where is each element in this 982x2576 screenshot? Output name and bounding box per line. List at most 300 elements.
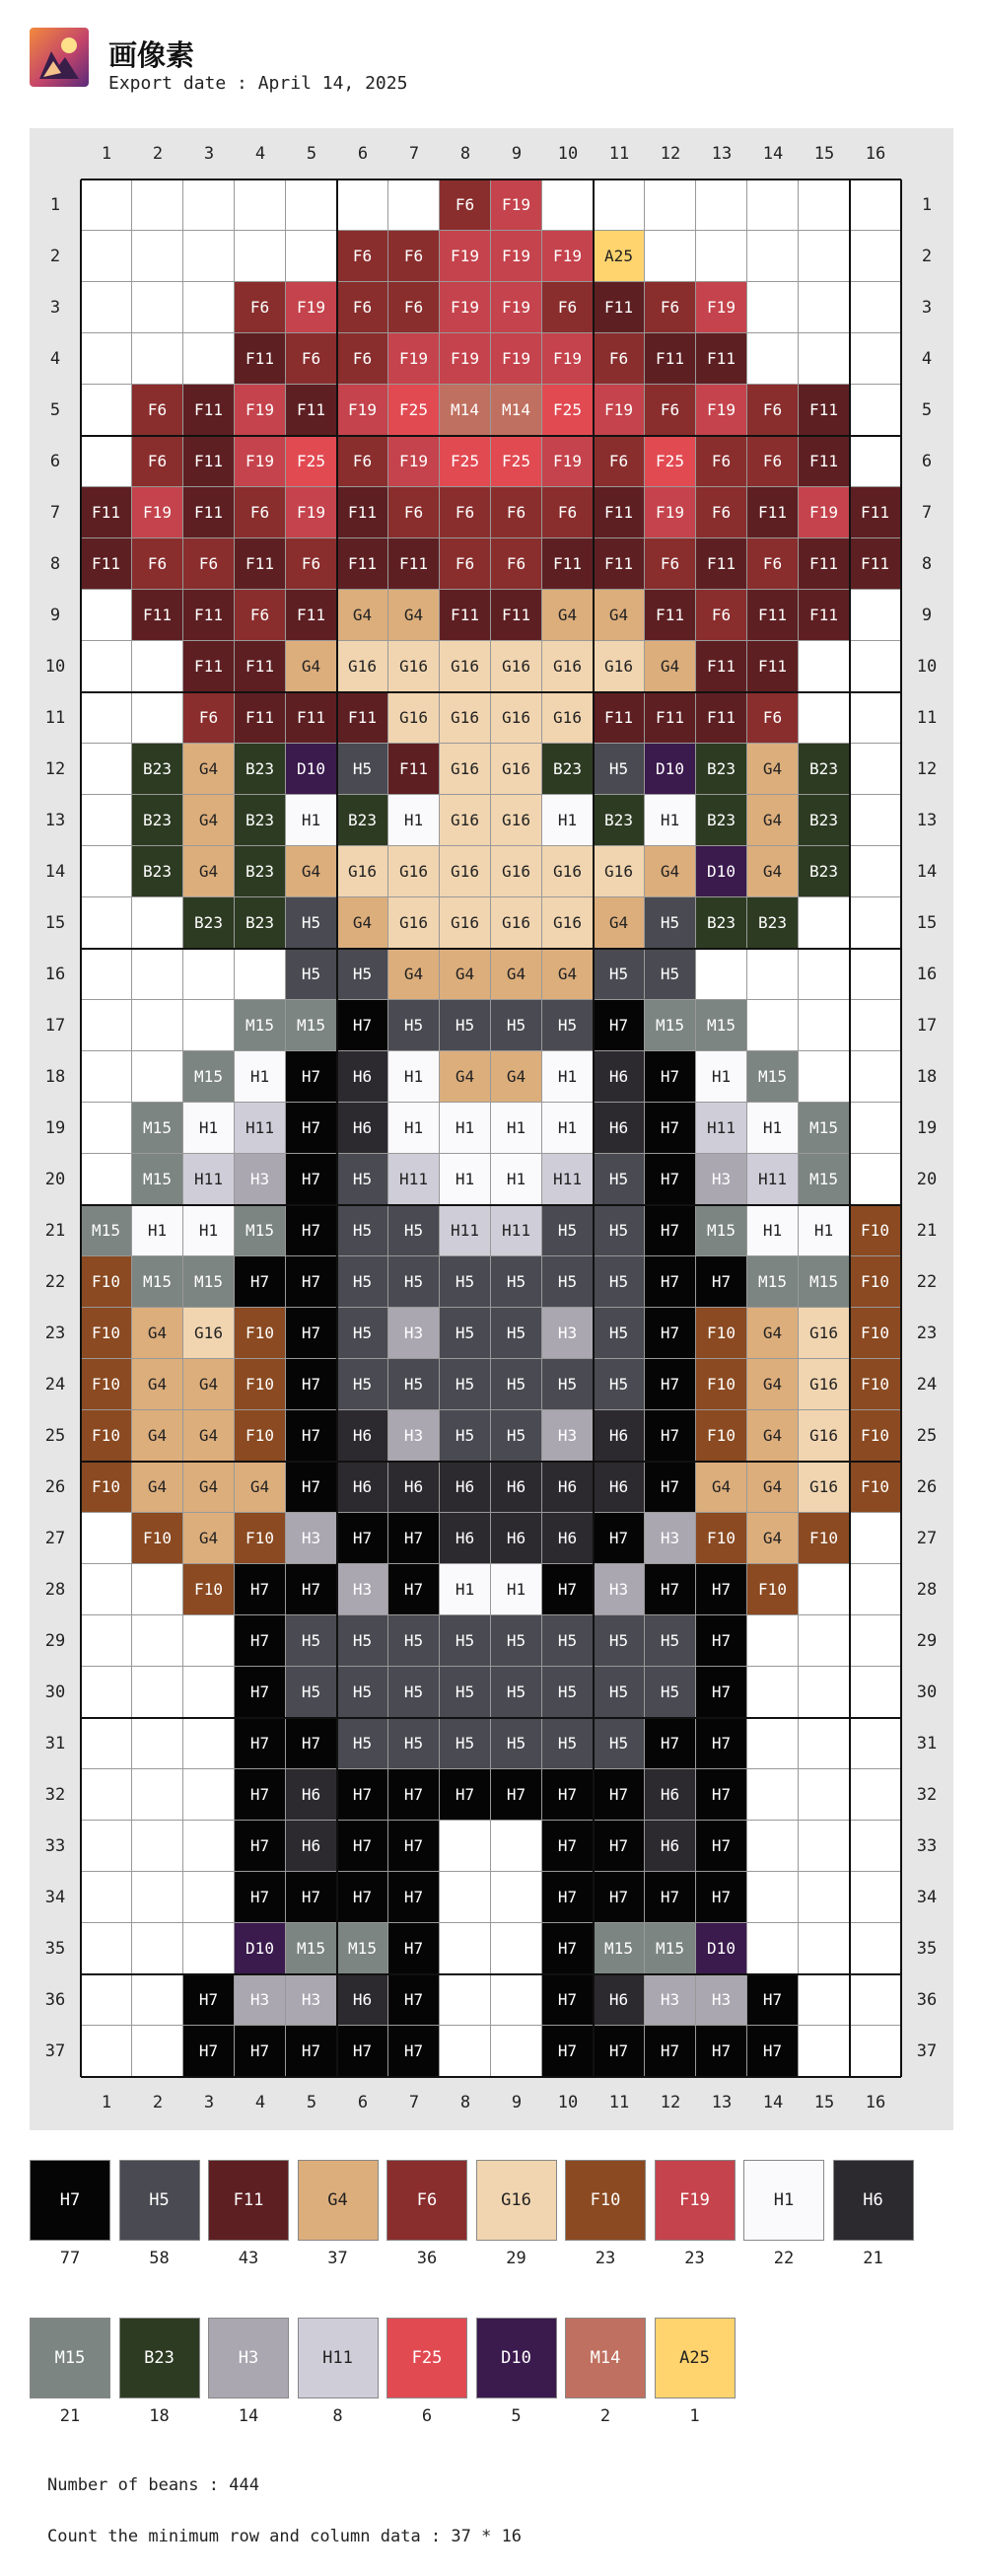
bead-cell xyxy=(850,1564,901,1615)
bead-cell: H3 xyxy=(235,1154,286,1205)
bead-cell: B23 xyxy=(235,897,286,949)
bead-cell: H6 xyxy=(594,1103,645,1154)
swatch-color: H5 xyxy=(119,2160,200,2241)
bead-cell: H5 xyxy=(440,1000,491,1051)
bead-cell: M15 xyxy=(132,1154,183,1205)
bead-cell: M15 xyxy=(235,1000,286,1051)
bead-cell: H5 xyxy=(645,949,696,1000)
bead-cell xyxy=(183,1769,235,1821)
bead-cell: H7 xyxy=(286,2026,337,2077)
swatch-count: 23 xyxy=(595,2249,616,2268)
column-label: 2 xyxy=(152,144,164,164)
bead-cell: F11 xyxy=(286,590,337,641)
bead-cell: H5 xyxy=(337,1308,388,1359)
bead-cell: H5 xyxy=(542,1359,594,1410)
bead-cell: H5 xyxy=(594,1718,645,1769)
page-title: 画像素 xyxy=(108,38,195,72)
bead-cell: G4 xyxy=(132,1410,183,1462)
bead-cell: F11 xyxy=(337,538,388,590)
bead-cell: B23 xyxy=(799,846,850,897)
bead-cell xyxy=(183,231,235,282)
bead-cell: H3 xyxy=(696,1974,747,2026)
bead-cell xyxy=(183,179,235,231)
bead-cell xyxy=(747,1923,799,1974)
bead-cell: G16 xyxy=(799,1410,850,1462)
bead-cell: H6 xyxy=(286,1769,337,1821)
bead-cell: G16 xyxy=(440,641,491,692)
swatch-color: M14 xyxy=(565,2318,646,2398)
bead-cell: F11 xyxy=(286,692,337,744)
row-label: 19 xyxy=(44,1118,66,1138)
bead-cell: H7 xyxy=(696,1564,747,1615)
swatch-color: F10 xyxy=(565,2160,646,2241)
bead-cell: F25 xyxy=(286,436,337,487)
bead-cell: F10 xyxy=(696,1308,747,1359)
bead-cell: F11 xyxy=(132,590,183,641)
bead-cell: H5 xyxy=(286,1667,337,1718)
row-label: 31 xyxy=(916,1734,938,1753)
row-label: 6 xyxy=(49,452,61,471)
column-label: 7 xyxy=(408,144,420,164)
row-label: 37 xyxy=(44,2041,66,2061)
bead-cell: H11 xyxy=(491,1205,542,1256)
row-label: 36 xyxy=(916,1990,938,2010)
bead-cell xyxy=(850,1718,901,1769)
bead-cell: F25 xyxy=(440,436,491,487)
bead-cell: F10 xyxy=(747,1564,799,1615)
bead-cell: G16 xyxy=(491,744,542,795)
swatch-color: G16 xyxy=(476,2160,557,2241)
bead-cell: H5 xyxy=(645,1667,696,1718)
bead-cell: H7 xyxy=(286,1154,337,1205)
swatch-color: F6 xyxy=(386,2160,467,2241)
bead-cell xyxy=(132,1051,183,1103)
bead-cell xyxy=(850,1103,901,1154)
bead-cell: F11 xyxy=(183,436,235,487)
bead-cell: F19 xyxy=(491,333,542,385)
bead-cell xyxy=(132,1000,183,1051)
column-label: 6 xyxy=(357,144,369,164)
bead-cell: G16 xyxy=(491,846,542,897)
bead-cell xyxy=(81,385,132,436)
bead-cell: F6 xyxy=(337,333,388,385)
bead-cell: F19 xyxy=(132,487,183,538)
grid-divider xyxy=(81,435,901,437)
bead-cell: G16 xyxy=(440,846,491,897)
bead-cell: G4 xyxy=(747,846,799,897)
bead-cell xyxy=(850,1923,901,1974)
bead-cell: M15 xyxy=(132,1256,183,1308)
row-label: 11 xyxy=(916,708,938,728)
bead-cell xyxy=(799,1821,850,1872)
bead-cell: G4 xyxy=(183,1359,235,1410)
bead-cell: G4 xyxy=(491,949,542,1000)
column-label: 8 xyxy=(459,2093,471,2112)
bead-cell xyxy=(747,1000,799,1051)
bead-cell xyxy=(440,1821,491,1872)
row-label: 12 xyxy=(916,759,938,779)
bead-cell: H5 xyxy=(491,1615,542,1667)
bead-cell: F10 xyxy=(132,1513,183,1564)
bead-cell: F11 xyxy=(747,641,799,692)
row-label: 3 xyxy=(921,298,933,318)
bead-cell: F6 xyxy=(132,538,183,590)
bead-cell xyxy=(440,1974,491,2026)
bead-cell: H5 xyxy=(594,1256,645,1308)
bead-cell: H7 xyxy=(542,2026,594,2077)
bead-cell: H7 xyxy=(696,1821,747,1872)
bead-cell: F6 xyxy=(645,538,696,590)
column-label: 16 xyxy=(865,144,886,164)
bead-cell: H7 xyxy=(696,1615,747,1667)
bead-cell xyxy=(491,1821,542,1872)
bead-cell xyxy=(799,1667,850,1718)
bead-cell: H7 xyxy=(696,1667,747,1718)
bead-cell xyxy=(183,282,235,333)
bead-cell: M14 xyxy=(491,385,542,436)
bead-cell: H7 xyxy=(337,1872,388,1923)
row-label: 31 xyxy=(44,1734,66,1753)
row-label: 18 xyxy=(44,1067,66,1087)
bead-cell: F6 xyxy=(747,692,799,744)
bead-cell: F25 xyxy=(645,436,696,487)
bead-cell xyxy=(132,897,183,949)
bead-cell: F25 xyxy=(388,385,440,436)
bead-cell: F6 xyxy=(747,436,799,487)
row-label: 21 xyxy=(916,1221,938,1241)
bead-cell: H5 xyxy=(645,1615,696,1667)
swatch-color: F19 xyxy=(655,2160,736,2241)
bead-cell: G4 xyxy=(440,949,491,1000)
bead-cell xyxy=(132,1667,183,1718)
bead-cell: H7 xyxy=(286,1308,337,1359)
bead-cell xyxy=(799,1051,850,1103)
swatch-color: G4 xyxy=(298,2160,379,2241)
bead-cell: F6 xyxy=(542,487,594,538)
row-label: 33 xyxy=(44,1836,66,1856)
bead-cell: F11 xyxy=(594,282,645,333)
bead-cell xyxy=(388,179,440,231)
min-rows-cols: Count the minimum row and column data : 37 * 16 xyxy=(47,2527,523,2546)
row-label: 24 xyxy=(916,1375,938,1395)
swatch-count: 21 xyxy=(863,2249,883,2268)
swatch-count: 37 xyxy=(327,2249,348,2268)
row-label: 14 xyxy=(916,862,938,882)
bead-cell xyxy=(799,231,850,282)
bead-cell: H1 xyxy=(235,1051,286,1103)
bead-cell: H6 xyxy=(542,1513,594,1564)
row-label: 30 xyxy=(916,1682,938,1702)
bead-cell xyxy=(594,179,645,231)
column-label: 10 xyxy=(557,144,579,164)
bead-cell: H1 xyxy=(286,795,337,846)
bead-cell: H1 xyxy=(440,1154,491,1205)
swatch-color: H11 xyxy=(298,2318,379,2398)
bead-cell: H7 xyxy=(542,1769,594,1821)
row-label: 20 xyxy=(916,1170,938,1189)
palette-swatch xyxy=(743,2160,824,2278)
bead-cell: H5 xyxy=(337,1667,388,1718)
bead-cell xyxy=(235,231,286,282)
bead-cell: F11 xyxy=(850,538,901,590)
bead-cell: M15 xyxy=(799,1103,850,1154)
bead-cell: H7 xyxy=(696,1872,747,1923)
bead-cell: F6 xyxy=(183,538,235,590)
bead-cell: M14 xyxy=(440,385,491,436)
bead-cell: H7 xyxy=(594,1821,645,1872)
bead-cell: H5 xyxy=(286,897,337,949)
bead-cell: F11 xyxy=(696,538,747,590)
bead-cell xyxy=(183,1872,235,1923)
bead-cell: H5 xyxy=(337,1615,388,1667)
row-label: 15 xyxy=(916,913,938,933)
bead-cell: H7 xyxy=(286,1564,337,1615)
row-label: 21 xyxy=(44,1221,66,1241)
bead-cell: H7 xyxy=(388,2026,440,2077)
bead-cell: D10 xyxy=(645,744,696,795)
bead-cell: H5 xyxy=(594,1308,645,1359)
palette-swatch xyxy=(476,2318,557,2436)
swatch-count: 8 xyxy=(332,2406,343,2426)
swatch-count: 2 xyxy=(599,2406,611,2426)
bead-cell xyxy=(696,231,747,282)
bead-cell: B23 xyxy=(696,795,747,846)
bead-cell xyxy=(491,1923,542,1974)
bead-cell: F11 xyxy=(645,692,696,744)
bead-cell: F6 xyxy=(235,487,286,538)
bead-cell: H7 xyxy=(235,1667,286,1718)
bead-cell: F10 xyxy=(850,1359,901,1410)
bead-cell: H6 xyxy=(286,1821,337,1872)
bead-cell xyxy=(81,2026,132,2077)
bead-cell: F10 xyxy=(696,1359,747,1410)
row-label: 26 xyxy=(44,1477,66,1497)
bead-cell: G16 xyxy=(388,692,440,744)
bead-cell: F19 xyxy=(696,385,747,436)
bead-cell xyxy=(132,1615,183,1667)
bead-cell: H7 xyxy=(337,1769,388,1821)
bead-grid xyxy=(81,179,901,2077)
bead-cell xyxy=(696,179,747,231)
bead-cell: H7 xyxy=(286,1103,337,1154)
bead-cell: H7 xyxy=(542,1564,594,1615)
bead-cell: F19 xyxy=(235,385,286,436)
bead-cell xyxy=(850,641,901,692)
bead-cell: H3 xyxy=(594,1564,645,1615)
row-label: 33 xyxy=(916,1836,938,1856)
bead-cell xyxy=(747,949,799,1000)
bead-cell xyxy=(747,231,799,282)
bead-cell: M15 xyxy=(696,1205,747,1256)
bead-cell: B23 xyxy=(132,795,183,846)
row-label: 8 xyxy=(921,554,933,574)
bead-cell: G16 xyxy=(542,897,594,949)
bead-cell: F11 xyxy=(235,692,286,744)
bead-cell: F19 xyxy=(440,333,491,385)
bead-cell: H3 xyxy=(337,1564,388,1615)
bead-cell: G4 xyxy=(183,1410,235,1462)
bead-cell: H1 xyxy=(645,795,696,846)
bead-cell: M15 xyxy=(183,1256,235,1308)
bead-cell: H5 xyxy=(645,897,696,949)
bead-cell: F6 xyxy=(337,282,388,333)
bead-cell: H7 xyxy=(645,2026,696,2077)
bead-cell: B23 xyxy=(183,897,235,949)
swatch-count: 23 xyxy=(684,2249,705,2268)
bead-cell xyxy=(81,1667,132,1718)
bead-cell xyxy=(747,179,799,231)
row-label: 5 xyxy=(921,400,933,420)
bead-cell: H7 xyxy=(388,1513,440,1564)
bead-cell: F19 xyxy=(799,487,850,538)
bead-cell: F10 xyxy=(799,1513,850,1564)
bead-cell: H5 xyxy=(542,1000,594,1051)
bead-cell xyxy=(132,282,183,333)
swatch-count: 14 xyxy=(238,2406,259,2426)
swatch-color: B23 xyxy=(119,2318,200,2398)
grid-divider xyxy=(81,691,901,693)
bead-cell: H7 xyxy=(645,1410,696,1462)
bead-cell: F11 xyxy=(388,744,440,795)
bead-cell: M15 xyxy=(696,1000,747,1051)
bead-cell: B23 xyxy=(132,744,183,795)
bead-cell xyxy=(747,282,799,333)
row-label: 27 xyxy=(44,1529,66,1548)
row-label: 9 xyxy=(49,606,61,625)
bead-cell xyxy=(850,897,901,949)
bean-count: Number of beans : 444 xyxy=(47,2475,259,2495)
grid-divider xyxy=(81,1717,901,1719)
bead-cell: H7 xyxy=(696,1256,747,1308)
bead-cell xyxy=(799,897,850,949)
row-label: 34 xyxy=(916,1888,938,1907)
swatch-color: H7 xyxy=(30,2160,110,2241)
bead-cell: G4 xyxy=(696,1462,747,1513)
bead-cell xyxy=(81,1154,132,1205)
bead-cell: B23 xyxy=(696,744,747,795)
bead-cell: F10 xyxy=(696,1410,747,1462)
bead-cell: H6 xyxy=(645,1769,696,1821)
row-label: 29 xyxy=(916,1631,938,1651)
bead-cell: H5 xyxy=(491,1667,542,1718)
bead-cell: G4 xyxy=(286,641,337,692)
row-label: 26 xyxy=(916,1477,938,1497)
bead-cell: G4 xyxy=(491,1051,542,1103)
column-label: 12 xyxy=(660,144,681,164)
bead-cell xyxy=(81,1923,132,1974)
bead-cell: H6 xyxy=(388,1462,440,1513)
bead-cell: G4 xyxy=(542,949,594,1000)
bead-cell: F6 xyxy=(235,282,286,333)
row-label: 4 xyxy=(921,349,933,369)
bead-cell xyxy=(81,1718,132,1769)
bead-cell xyxy=(850,1872,901,1923)
bead-cell: H5 xyxy=(594,1359,645,1410)
bead-cell: H7 xyxy=(337,1821,388,1872)
row-label: 5 xyxy=(49,400,61,420)
row-label: 22 xyxy=(916,1272,938,1292)
bead-cell: F6 xyxy=(594,436,645,487)
column-label: 11 xyxy=(608,2093,630,2112)
bead-cell: H7 xyxy=(235,1615,286,1667)
column-label: 13 xyxy=(711,144,733,164)
bead-cell: F11 xyxy=(594,538,645,590)
bead-cell: H5 xyxy=(491,1410,542,1462)
bead-cell: M15 xyxy=(183,1051,235,1103)
swatch-color: D10 xyxy=(476,2318,557,2398)
bead-cell: G4 xyxy=(747,744,799,795)
bead-cell: H1 xyxy=(542,795,594,846)
bead-cell xyxy=(747,1769,799,1821)
bead-cell: H1 xyxy=(747,1205,799,1256)
bead-cell: F6 xyxy=(491,538,542,590)
bead-cell: H1 xyxy=(183,1103,235,1154)
bead-cell xyxy=(81,949,132,1000)
row-label: 30 xyxy=(44,1682,66,1702)
swatch-count: 29 xyxy=(506,2249,526,2268)
bead-cell: H5 xyxy=(440,1256,491,1308)
bead-cell: F10 xyxy=(696,1513,747,1564)
swatch-color: M15 xyxy=(30,2318,110,2398)
bead-cell: H1 xyxy=(696,1051,747,1103)
bead-cell xyxy=(183,1718,235,1769)
swatch-count: 6 xyxy=(421,2406,433,2426)
bead-cell: H5 xyxy=(594,744,645,795)
bead-cell: H7 xyxy=(645,1154,696,1205)
bead-cell: H11 xyxy=(388,1154,440,1205)
row-label: 10 xyxy=(916,657,938,677)
bead-cell xyxy=(81,1821,132,1872)
bead-cell xyxy=(799,282,850,333)
bead-cell xyxy=(132,1872,183,1923)
bead-cell: G4 xyxy=(594,897,645,949)
bead-cell: F11 xyxy=(183,385,235,436)
bead-cell: F10 xyxy=(81,1308,132,1359)
bead-cell: F19 xyxy=(542,333,594,385)
bead-cell: H7 xyxy=(388,1923,440,1974)
bead-cell: H7 xyxy=(183,1974,235,2026)
bead-cell: G4 xyxy=(183,1513,235,1564)
row-label: 7 xyxy=(921,503,933,523)
row-label: 27 xyxy=(916,1529,938,1548)
bead-cell xyxy=(799,1000,850,1051)
bead-cell: H7 xyxy=(645,1718,696,1769)
bead-cell: F19 xyxy=(440,282,491,333)
bead-cell: H7 xyxy=(388,1872,440,1923)
bead-cell: M15 xyxy=(645,1000,696,1051)
bead-cell: F6 xyxy=(440,179,491,231)
bead-cell xyxy=(286,179,337,231)
bead-cell: H7 xyxy=(337,1000,388,1051)
palette-swatch xyxy=(476,2160,557,2278)
bead-cell xyxy=(81,282,132,333)
bead-cell xyxy=(132,1923,183,1974)
grid-divider xyxy=(336,179,338,2077)
bead-cell xyxy=(799,1974,850,2026)
bead-cell: B23 xyxy=(747,897,799,949)
palette-swatch xyxy=(119,2318,200,2436)
bead-cell: F11 xyxy=(81,487,132,538)
bead-cell: G16 xyxy=(594,846,645,897)
bead-cell xyxy=(440,1923,491,1974)
column-label: 6 xyxy=(357,2093,369,2112)
row-label: 34 xyxy=(44,1888,66,1907)
swatch-count: 43 xyxy=(238,2249,259,2268)
bead-cell xyxy=(81,231,132,282)
palette-swatch xyxy=(119,2160,200,2278)
bead-cell: H5 xyxy=(594,1615,645,1667)
bead-cell: F6 xyxy=(183,692,235,744)
